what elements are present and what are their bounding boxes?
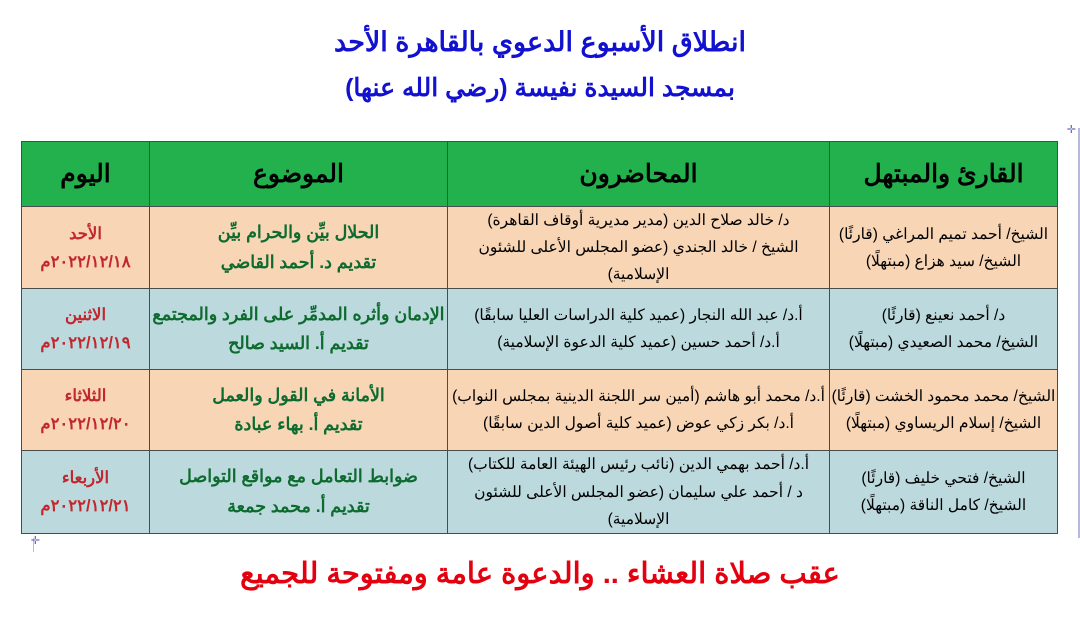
lecturer-line-1: أ.د/ عبد الله النجار (عميد كلية الدراسات العليا سابقًا) bbox=[474, 307, 803, 325]
poster-footer-note: عقب صلاة العشاء .. والدعوة عامة ومفتوحة للجميع bbox=[240, 558, 840, 590]
table-row bbox=[22, 370, 1058, 451]
lecturer-line-1: أ.د/ أحمد بهمي الدين (نائب رئيس الهيئة العامة للكتاب) bbox=[467, 456, 810, 474]
crop-mark-top-right-icon: ✛ bbox=[1066, 124, 1076, 136]
cell-topic bbox=[150, 207, 448, 289]
lecturer-line-1: د/ خالد صلاح الدين (مدير مديرية أوقاف القاهرة) bbox=[487, 212, 790, 229]
day-date: ٢٠٢٢/١٢/٢٠م bbox=[40, 415, 131, 434]
reciter-line-2: الشيخ/ سيد هزاع (مبتهلًا) bbox=[865, 252, 1022, 270]
crop-mark-bottom-left-icon: ✛ bbox=[30, 535, 40, 547]
topic-title: الحلال بيِّن والحرام بيِّن bbox=[217, 221, 380, 242]
table-header-row bbox=[22, 142, 1058, 207]
topic-presenter: تقديم أ. محمد جمعة bbox=[227, 496, 370, 517]
lecturer-line-2: الشيخ / خالد الجندي (عضو المجلس الأعلى للشئون الإسلامية) bbox=[478, 239, 799, 284]
reciter-line-1: الشيخ/ أحمد تميم المراغي (قارئًا) bbox=[838, 225, 1049, 243]
day-name: الثلاثاء bbox=[64, 387, 107, 406]
table-row bbox=[22, 207, 1058, 289]
table-header bbox=[22, 142, 1058, 207]
cell-reciter bbox=[830, 451, 1058, 533]
lecturer-line-2: أ.د/ أحمد حسين (عميد كلية الدعوة الإسلامية) bbox=[497, 334, 780, 352]
reciter-line-2: الشيخ/ إسلام الريساوي (مبتهلًا) bbox=[845, 415, 1042, 433]
day-date: ٢٠٢٢/١٢/١٩م bbox=[40, 334, 131, 353]
header-title-line-1: انطلاق الأسبوع الدعوي بالقاهرة الأحد bbox=[334, 27, 746, 57]
reciter-line-2: الشيخ/ كامل الناقة (مبتهلًا) bbox=[860, 497, 1027, 515]
poster-header bbox=[0, 0, 1080, 106]
cell-topic bbox=[150, 289, 448, 370]
cell-day bbox=[22, 451, 150, 533]
schedule-table bbox=[21, 141, 1058, 534]
cell-reciter bbox=[830, 289, 1058, 370]
day-name: الاثنين bbox=[64, 306, 107, 325]
topic-presenter: تقديم أ. السيد صالح bbox=[228, 333, 369, 354]
cell-day bbox=[22, 370, 150, 451]
cell-reciter bbox=[830, 370, 1058, 451]
day-name: الأربعاء bbox=[61, 469, 110, 488]
table-row bbox=[22, 289, 1058, 370]
cell-day bbox=[22, 207, 150, 289]
topic-title: الإدمان وأثره المدمِّر على الفرد والمجتمع bbox=[152, 303, 445, 324]
reciter-line-2: الشيخ/ محمد الصعيدي (مبتهلًا) bbox=[848, 334, 1039, 352]
column-header-day: اليوم bbox=[22, 142, 150, 207]
lecturer-line-1: أ.د/ محمد أبو هاشم (أمين سر اللجنة الدينية بمجلس النواب) bbox=[452, 388, 825, 406]
topic-presenter: تقديم أ. بهاء عبادة bbox=[234, 414, 363, 435]
reciter-line-1: الشيخ/ محمد محمود الخشت (قارئًا) bbox=[831, 388, 1056, 406]
cell-lecturers bbox=[448, 451, 830, 533]
cell-day bbox=[22, 289, 150, 370]
column-header-reciter: القارئ والمبتهل bbox=[830, 142, 1058, 207]
column-header-topic: الموضوع bbox=[150, 142, 448, 207]
topic-title: ضوابط التعامل مع مواقع التواصل bbox=[179, 466, 418, 487]
lecturer-line-2: أ.د/ بكر زكي عوض (عميد كلية أصول الدين سابقًا) bbox=[483, 415, 794, 433]
header-title-line-2: بمسجد السيدة نفيسة (رضي الله عنها) bbox=[345, 73, 735, 102]
table-body bbox=[22, 207, 1058, 534]
topic-title: الأمانة في القول والعمل bbox=[212, 384, 385, 405]
day-date: ٢٠٢٢/١٢/١٨م bbox=[40, 252, 131, 271]
topic-presenter: تقديم د. أحمد القاضي bbox=[220, 251, 377, 272]
column-header-lecturers: المحاضرون bbox=[448, 142, 830, 207]
cell-topic bbox=[150, 451, 448, 533]
cell-reciter bbox=[830, 207, 1058, 289]
day-date: ٢٠٢٢/١٢/٢١م bbox=[40, 497, 131, 516]
lecturer-line-2: د / أحمد علي سليمان (عضو المجلس الأعلى للشئون الإسلامية) bbox=[474, 483, 803, 528]
table-row bbox=[22, 451, 1058, 533]
cell-lecturers bbox=[448, 289, 830, 370]
day-name: الأحد bbox=[69, 224, 102, 243]
cell-topic bbox=[150, 370, 448, 451]
reciter-line-1: الشيخ/ فتحي خليف (قارئًا) bbox=[861, 469, 1026, 487]
schedule-table-container bbox=[22, 141, 1058, 534]
reciter-line-1: د/ أحمد نعينع (قارئًا) bbox=[881, 307, 1006, 325]
cell-lecturers bbox=[448, 207, 830, 289]
cell-lecturers bbox=[448, 370, 830, 451]
